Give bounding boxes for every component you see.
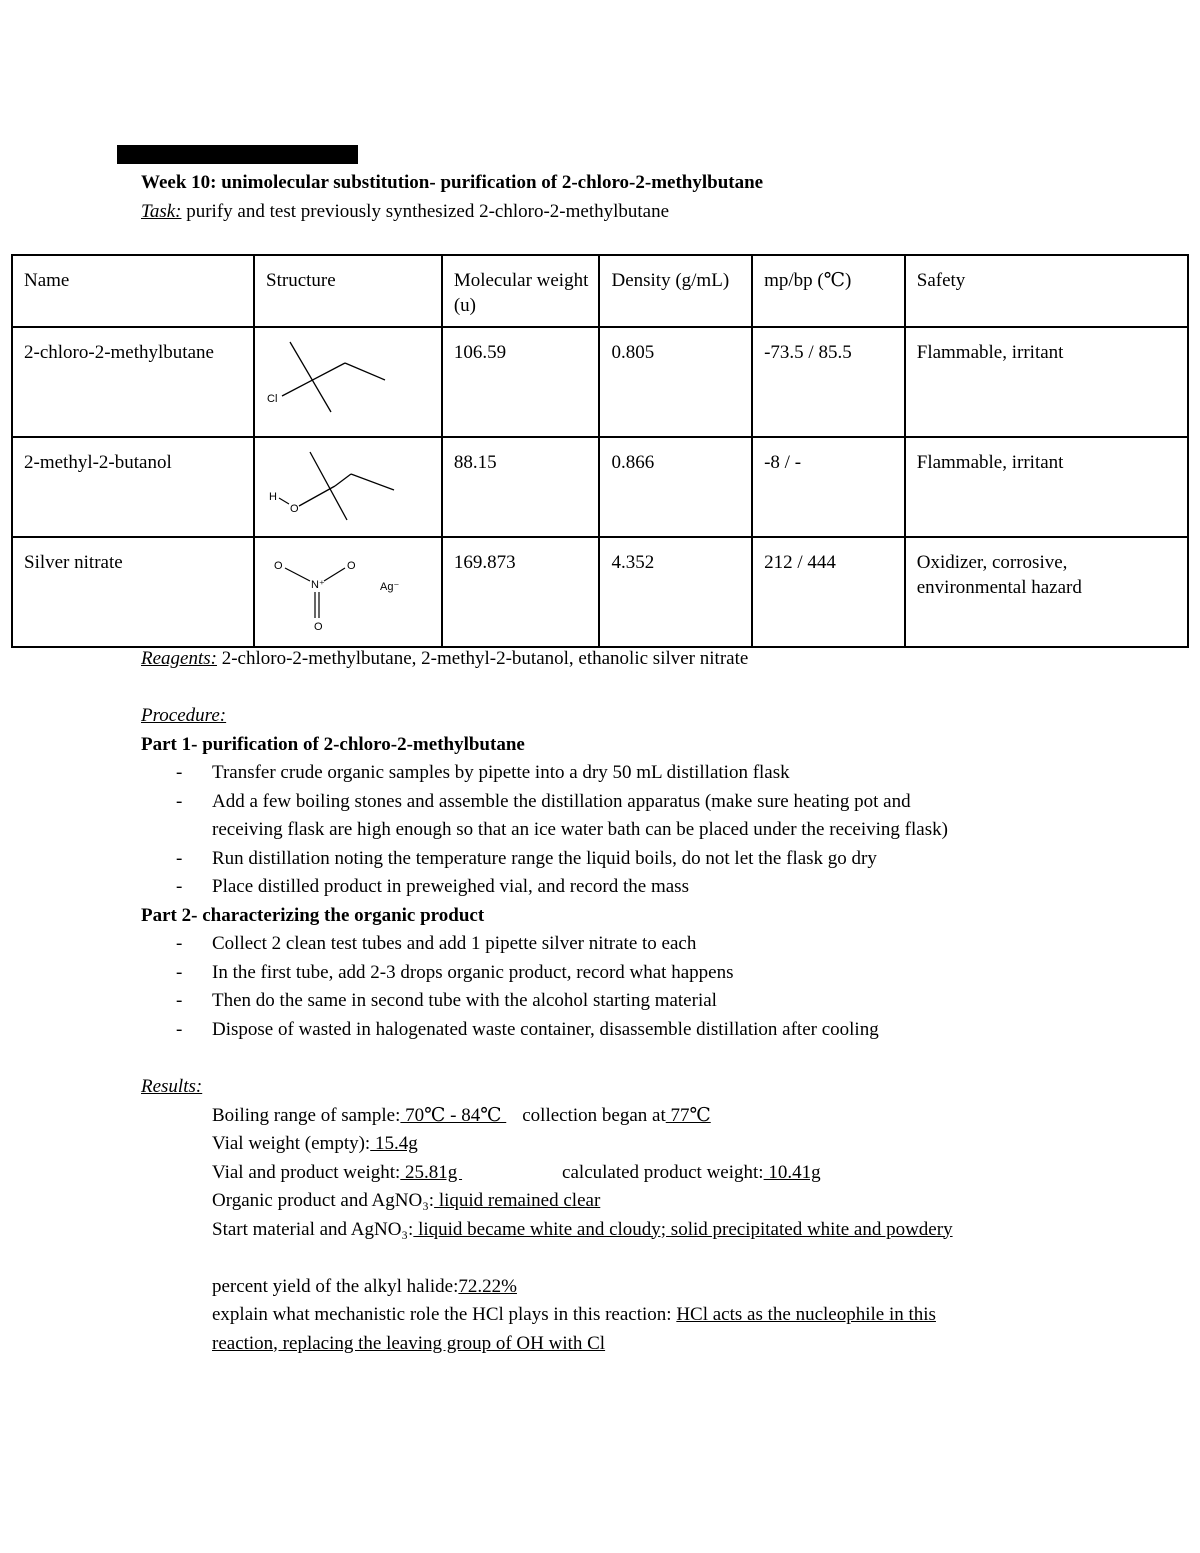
calc-label: calculated product weight:: [562, 1161, 764, 1183]
boiling-value: 70℃ - 84℃: [400, 1104, 507, 1126]
cell-name: 2-methyl-2-butanol: [12, 437, 254, 537]
list-item: [141, 788, 948, 817]
header-density: Density (g/mL): [599, 255, 752, 327]
redacted-name-bar: [117, 145, 358, 164]
bullet-dash: -: [176, 876, 183, 897]
explain-value: reaction, replacing the leaving group of OH with Cl: [212, 1332, 606, 1354]
list-item-continuation: [141, 816, 948, 845]
cell-structure: [254, 327, 442, 437]
methylbutanol-structure-icon: [255, 438, 442, 536]
calc-value: 10.41g: [763, 1161, 821, 1183]
silver-nitrate-structure-icon: [255, 538, 442, 646]
cell-molecular-weight: 106.59: [442, 327, 600, 437]
step-text: Place distilled product in preweighed vial, and record the mass: [212, 876, 689, 897]
step-text: Dispose of wasted in halogenated waste container, disassemble distillation after cooling: [212, 1018, 879, 1040]
results-section: [141, 1073, 953, 1358]
header-safety: Safety: [905, 255, 1188, 327]
cell-safety: Oxidizer, corrosive, environmental hazard: [905, 537, 1188, 647]
cell-density: 0.866: [599, 437, 752, 537]
part2-title: Part 2- characterizing the organic product: [141, 904, 485, 926]
yield-label: percent yield of the alkyl halide:: [212, 1275, 459, 1297]
list-item: [141, 987, 948, 1016]
bullet-dash: -: [176, 933, 183, 954]
procedure-label: Procedure:: [141, 705, 227, 726]
task-text: purify and test previously synthesized 2-chloro-2-methylbutane: [181, 201, 670, 222]
boiling-label: Boiling range of sample:: [212, 1104, 401, 1126]
cell-structure: [254, 537, 442, 647]
step-text: Transfer crude organic samples by pipette into a dry 50 mL distillation flask: [212, 762, 790, 783]
results-label: Results:: [141, 1076, 203, 1097]
atom-label: O: [347, 560, 356, 572]
explain-label: explain what mechanistic role the HCl plays in this reaction:: [212, 1304, 677, 1325]
vial-product-label: Vial and product weight:: [212, 1161, 401, 1183]
bullet-dash: -: [176, 790, 183, 812]
header-structure: Structure: [254, 255, 442, 327]
step-text: receiving flask are high enough so that an ice water bath can be placed under the receiving flask): [212, 819, 948, 840]
explain-value: HCl acts as the nucleophile in this: [676, 1304, 936, 1325]
compound-table: [11, 254, 1189, 648]
header-name: Name: [12, 255, 254, 327]
bullet-dash: -: [176, 990, 183, 1011]
atom-label: H: [269, 491, 277, 503]
atom-label: N⁺: [311, 579, 325, 591]
list-item: [141, 930, 948, 959]
step-text: In the first tube, add 2-3 drops organic product, record what happens: [212, 961, 734, 983]
bullet-dash: -: [176, 847, 183, 869]
list-item: [141, 873, 948, 902]
start-value: liquid became white and cloudy; solid precipitated white and powdery: [413, 1218, 953, 1240]
cell-safety: Flammable, irritant: [905, 327, 1188, 437]
collection-label: collection began at: [522, 1104, 666, 1126]
vial-product-value: 25.81g: [400, 1161, 463, 1183]
start-label: Start material and AgNO₃:: [212, 1218, 414, 1240]
chloro-methylbutane-structure-icon: [255, 328, 442, 436]
procedure-section: [141, 702, 948, 1044]
bullet-dash: -: [176, 961, 183, 983]
table-row: [12, 537, 1188, 647]
reagents-label: Reagents:: [141, 648, 217, 669]
header-molecular-weight: Molecular weight (u): [442, 255, 600, 327]
vial-label: Vial weight (empty):: [212, 1133, 371, 1154]
start-material-line: [141, 1216, 953, 1245]
bullet-dash: -: [176, 1018, 183, 1040]
cell-name: Silver nitrate: [12, 537, 254, 647]
boiling-range-line: [141, 1102, 953, 1131]
collection-value: 77℃: [665, 1104, 711, 1126]
organic-label: Organic product and AgNO₃:: [212, 1190, 435, 1211]
cell-structure: [254, 437, 442, 537]
cell-name: 2-chloro-2-methylbutane: [12, 327, 254, 437]
cell-mp-bp: -73.5 / 85.5: [752, 327, 905, 437]
cell-density: 4.352: [599, 537, 752, 647]
cell-molecular-weight: 169.873: [442, 537, 600, 647]
list-item: [141, 845, 948, 874]
organic-value: liquid remained clear: [434, 1190, 601, 1211]
header-mp-bp: mp/bp (℃): [752, 255, 905, 327]
step-text: Then do the same in second tube with the alcohol starting material: [212, 990, 717, 1011]
reagents-line: [141, 645, 748, 674]
reagents-text: 2-chloro-2-methylbutane, 2-methyl-2-butanol, ethanolic silver nitrate: [216, 648, 749, 669]
vial-product-line: [141, 1159, 953, 1188]
table-row: [12, 437, 1188, 537]
cell-mp-bp: -8 / -: [752, 437, 905, 537]
explain-line-continuation: [141, 1330, 953, 1359]
percent-yield-line: [141, 1273, 953, 1302]
step-text: Run distillation noting the temperature range the liquid boils, do not let the flask go dry: [212, 847, 877, 869]
atom-label: O: [274, 560, 283, 572]
atom-label: O: [290, 503, 299, 515]
vial-weight-line: [141, 1130, 953, 1159]
table-header-row: [12, 255, 1188, 327]
page-title: Week 10: unimolecular substitution- purification of 2-chloro-2-methylbutane: [141, 172, 764, 193]
bullet-dash: -: [176, 762, 183, 783]
task-line: [141, 201, 669, 223]
atom-label: O: [314, 621, 323, 633]
part1-title: Part 1- purification of 2-chloro-2-methylbutane: [141, 733, 525, 755]
atom-label: Ag⁻: [380, 581, 400, 593]
atom-label: Cl: [267, 393, 278, 405]
step-text: Collect 2 clean test tubes and add 1 pipette silver nitrate to each: [212, 933, 697, 954]
task-label: Task:: [141, 201, 182, 222]
list-item: [141, 1016, 948, 1045]
cell-molecular-weight: 88.15: [442, 437, 600, 537]
step-text: Add a few boiling stones and assemble the distillation apparatus (make sure heating pot and: [212, 790, 911, 812]
explain-line: [141, 1301, 953, 1330]
organic-product-line: [141, 1187, 953, 1216]
cell-mp-bp: 212 / 444: [752, 537, 905, 647]
list-item: [141, 959, 948, 988]
cell-density: 0.805: [599, 327, 752, 437]
cell-safety: Flammable, irritant: [905, 437, 1188, 537]
yield-value: 72.22%: [458, 1275, 517, 1297]
table-row: [12, 327, 1188, 437]
list-item: [141, 759, 948, 788]
vial-value: 15.4g: [370, 1133, 418, 1154]
